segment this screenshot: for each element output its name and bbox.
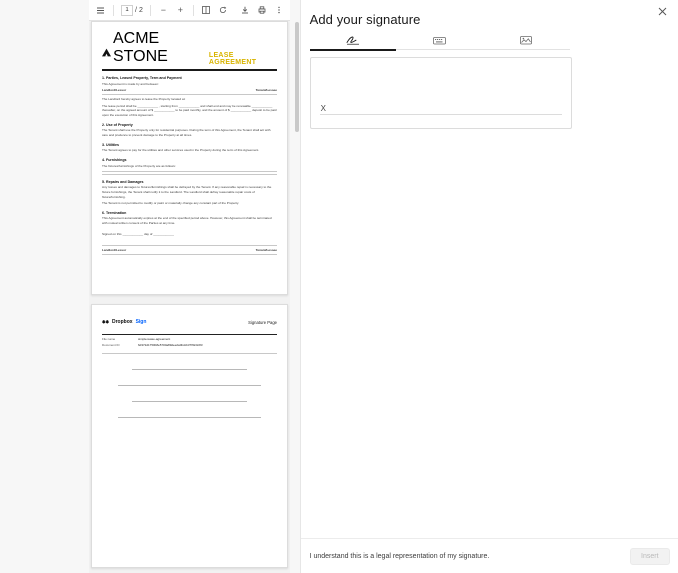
dropbox-wordmark: Dropbox bbox=[112, 319, 133, 325]
tab-upload[interactable] bbox=[483, 33, 570, 49]
section-4-heading: 4. Furnishings bbox=[102, 158, 127, 163]
section-5-paragraph-1: Any losses and damages to fixtures/furnishings shall be defrayed by the Tenant. If any reasonable repair is necessary to the fixture furnishings, the Tenant shall notify it to the Landlord. The Landlord shall defray reasonable repair costs of fixture/furnishing. bbox=[102, 185, 272, 199]
section-6-paragraph: This Agreement automatically expires at the end of the specified period above. However, this Agreement shall be terminated with mutual written consent of the Parties at any time. bbox=[102, 216, 272, 225]
brand-block bbox=[102, 30, 209, 66]
pages-scroll-area[interactable] bbox=[89, 21, 290, 573]
viewer-scrollbar[interactable] bbox=[295, 22, 299, 132]
print-icon[interactable] bbox=[254, 3, 269, 18]
viewer-toolbar bbox=[89, 0, 290, 21]
section-6-heading: 6. Termination bbox=[102, 210, 127, 215]
meta-row-documentid bbox=[102, 343, 277, 347]
toolbar-divider-3 bbox=[193, 5, 194, 16]
meta-label-filename: File name bbox=[102, 337, 116, 341]
keyboard-icon bbox=[433, 32, 446, 50]
section-4-paragraph: The fixtures/furnishings of the Property are as follows: bbox=[102, 163, 176, 168]
fit-page-icon[interactable] bbox=[199, 3, 214, 18]
draw-signature-icon bbox=[346, 32, 360, 50]
signer-line-2 bbox=[118, 384, 261, 386]
signed-on-text: Signed on this ____________ day of ____________ bbox=[102, 231, 174, 236]
landlord-label: Landlord/Lessor bbox=[102, 88, 127, 93]
sign-wordmark: Sign bbox=[135, 319, 147, 325]
toolbar-divider bbox=[113, 5, 114, 16]
section-1-heading: 1. Parties, Leased Property, Term and Payment bbox=[102, 76, 182, 80]
zoom-out-button[interactable]: − bbox=[160, 4, 166, 15]
tenant-label: Tenant/Lessee bbox=[255, 88, 277, 93]
section-5-heading: 5. Repairs and Damages bbox=[102, 179, 144, 184]
acme-logo-icon bbox=[102, 44, 111, 53]
insert-button[interactable]: Insert bbox=[630, 548, 670, 565]
document-title: LEASE AGREEMENT bbox=[208, 52, 257, 66]
panel-title: Add your signature bbox=[309, 12, 421, 27]
panel-footer bbox=[301, 538, 678, 573]
page-total: 2 bbox=[138, 6, 143, 14]
consent-text: I understand this is a legal representation of my signature. bbox=[309, 552, 490, 560]
meta-row-filename bbox=[102, 337, 277, 341]
lease-period-text: The lease period shall be ____________ , starting from ____________ and shall end and may be renewable ____________ thereafter, on the agreed amount of $ ____________ to be paid monthly, and the amount of $ ____________ deposit to be paid upon the execution of this Agreement. bbox=[102, 103, 277, 118]
meta-label-documentid: Document ID bbox=[102, 343, 120, 347]
section-3-paragraph: The Tenant agrees to pay for the utilities and other services used in the Property during the term of this Agreement. bbox=[102, 148, 260, 153]
tab-type[interactable] bbox=[396, 33, 483, 49]
signature-mode-tabs bbox=[310, 33, 570, 50]
viewer-left-gutter bbox=[0, 0, 90, 573]
rotate-icon[interactable] bbox=[216, 3, 231, 18]
dropbox-logo-icon bbox=[102, 313, 109, 331]
signature-draw-canvas[interactable] bbox=[310, 57, 572, 129]
document-page-2 bbox=[91, 304, 288, 568]
section-3-heading: 3. Utilities bbox=[102, 142, 119, 147]
page-number-input[interactable] bbox=[121, 5, 133, 16]
zoom-in-button[interactable]: + bbox=[177, 4, 183, 15]
tab-draw[interactable] bbox=[310, 33, 397, 51]
signature-rule bbox=[102, 245, 277, 246]
signature-page-label: Signature Page bbox=[248, 319, 277, 325]
meta-value-filename: simple-lease-agreement bbox=[138, 337, 171, 341]
signer-line-1 bbox=[132, 368, 247, 370]
download-icon[interactable] bbox=[237, 3, 252, 18]
signer-line-4 bbox=[118, 416, 261, 418]
page2-rule bbox=[102, 353, 277, 354]
page2-header bbox=[102, 313, 277, 335]
signature-baseline bbox=[320, 114, 562, 115]
signer-line-3 bbox=[132, 400, 247, 402]
toolbar-divider-2 bbox=[150, 5, 151, 16]
signature-field-row bbox=[102, 248, 277, 252]
brand-name: ACME STONE bbox=[113, 30, 168, 65]
section-5-paragraph-2: The Tenant is not permitted to modify or paint or materially change any constant part of the Property. bbox=[102, 200, 240, 205]
parties-rule bbox=[102, 94, 277, 95]
furnishings-rule-1 bbox=[102, 171, 277, 172]
signature-rule-2 bbox=[102, 254, 277, 255]
close-icon[interactable] bbox=[655, 4, 669, 18]
page-indicator bbox=[121, 5, 143, 16]
document-page-1 bbox=[91, 21, 288, 295]
property-location-text: The Landlord hereby agrees to lease the Property located at: bbox=[102, 97, 186, 102]
section-1-paragraph: This Agreement is made by and between: bbox=[102, 81, 159, 86]
furnishings-rule-2 bbox=[102, 174, 277, 175]
meta-value-documentid: 6d372d1750b8e5700a89dee2a0bdcb37ff0c0c83 bbox=[138, 343, 203, 347]
more-options-icon[interactable] bbox=[271, 3, 286, 18]
signature-panel bbox=[300, 0, 678, 573]
parties-field-row bbox=[102, 88, 277, 92]
signature-x-marker: X bbox=[320, 104, 326, 113]
signature-landlord-label: Landlord/Lessor bbox=[102, 247, 127, 252]
signature-tenant-label: Tenant/Lessee bbox=[255, 247, 277, 252]
section-2-paragraph: The Tenant shall use the Property only for residential purposes. During the term of this Agreement, the Tenant shall act with care and prudence to prevent damage to the Property at all times. bbox=[102, 128, 271, 138]
document-viewer bbox=[0, 0, 300, 573]
page-separator: / bbox=[135, 6, 137, 14]
hamburger-menu-icon[interactable] bbox=[93, 3, 108, 18]
section-2-heading: 2. Use of Property bbox=[102, 122, 133, 127]
dropbox-sign-brand bbox=[102, 313, 146, 331]
page1-header bbox=[102, 30, 277, 71]
upload-image-icon bbox=[520, 32, 532, 50]
